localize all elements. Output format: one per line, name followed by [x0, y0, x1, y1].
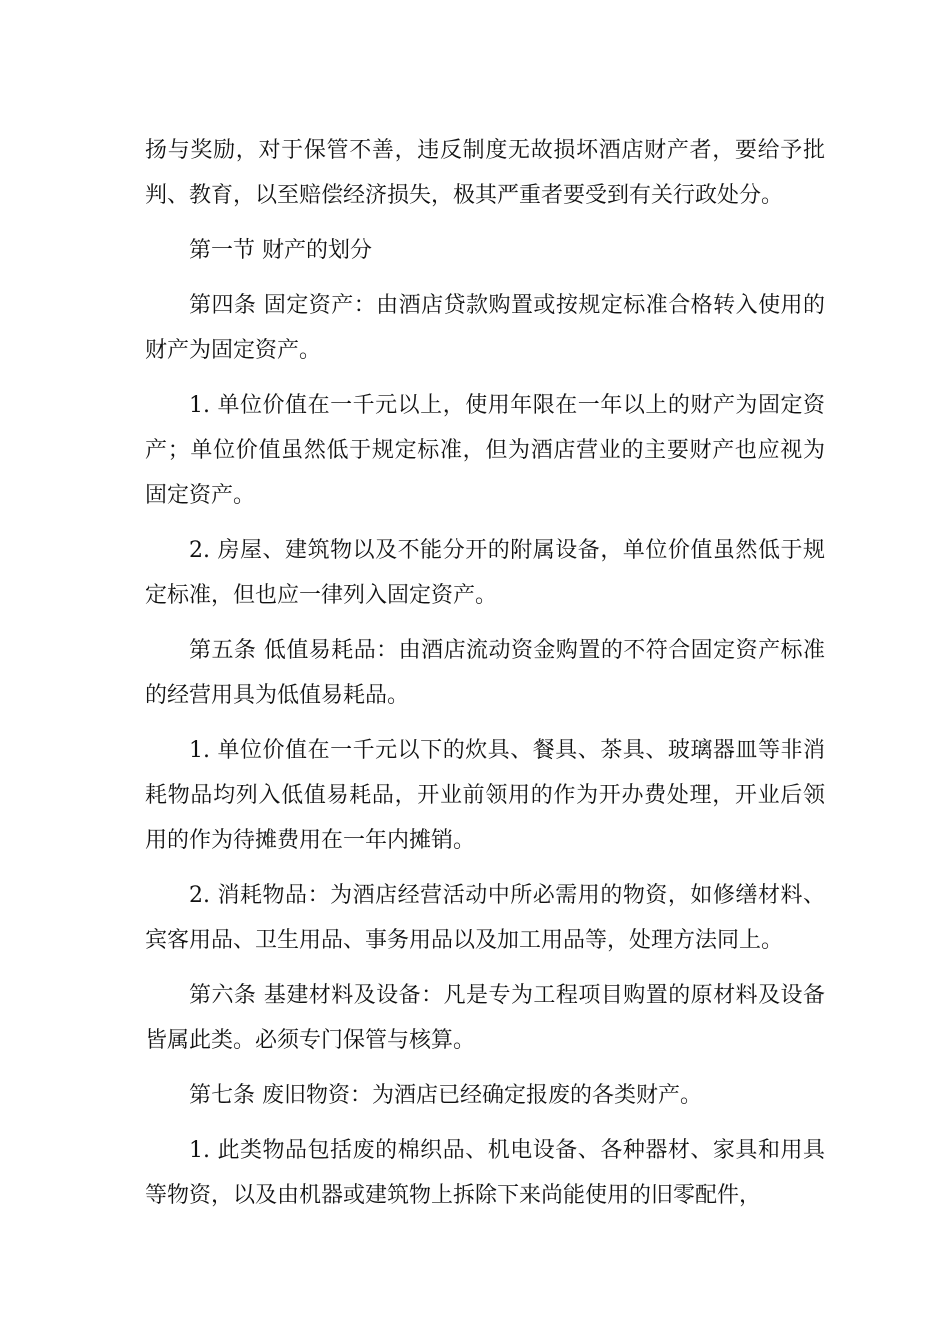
article-7-item-1: 1. 此类物品包括废的棉织品、机电设备、各种器材、家具和用具等物资，以及由机器或建筑物上拆除下来尚能使用的旧零配件，	[145, 1138, 825, 1208]
section-heading: 第一节 财产的划分	[189, 238, 372, 263]
article-4-item-1: 1. 单位价值在一千元以上，使用年限在一年以上的财产为固定资产；单位价值虽然低于规定标准，但为酒店营业的主要财产也应视为固定资产。	[145, 393, 825, 508]
paragraph-continuation: 扬与奖励，对于保管不善，违反制度无故损坏酒店财产者，要给予批判、教育，以至赔偿经济损失，极其严重者要受到有关行政处分。	[145, 138, 825, 208]
article-4: 第四条 固定资产：由酒店贷款购置或按规定标准合格转入使用的财产为固定资产。	[145, 293, 825, 363]
document-body	[145, 128, 825, 1228]
article-7: 第七条 废旧物资：为酒店已经确定报废的各类财产。	[189, 1083, 702, 1108]
article-5-item-2: 2. 消耗物品：为酒店经营活动中所必需用的物资，如修缮材料、宾客用品、卫生用品、事务用品以及加工用品等，处理方法同上。	[145, 883, 825, 953]
article-6: 第六条 基建材料及设备：凡是专为工程项目购置的原材料及设备皆属此类。必须专门保管与核算。	[145, 983, 825, 1053]
article-5: 第五条 低值易耗品：由酒店流动资金购置的不符合固定资产标准的经营用具为低值易耗品。	[145, 638, 825, 708]
article-5-item-1: 1. 单位价值在一千元以下的炊具、餐具、茶具、玻璃器皿等非消耗物品均列入低值易耗品，开业前领用的作为开办费处理，开业后领用的作为待摊费用在一年内摊销。	[145, 738, 825, 853]
article-4-item-2: 2. 房屋、建筑物以及不能分开的附属设备，单位价值虽然低于规定标准，但也应一律列入固定资产。	[145, 538, 825, 608]
